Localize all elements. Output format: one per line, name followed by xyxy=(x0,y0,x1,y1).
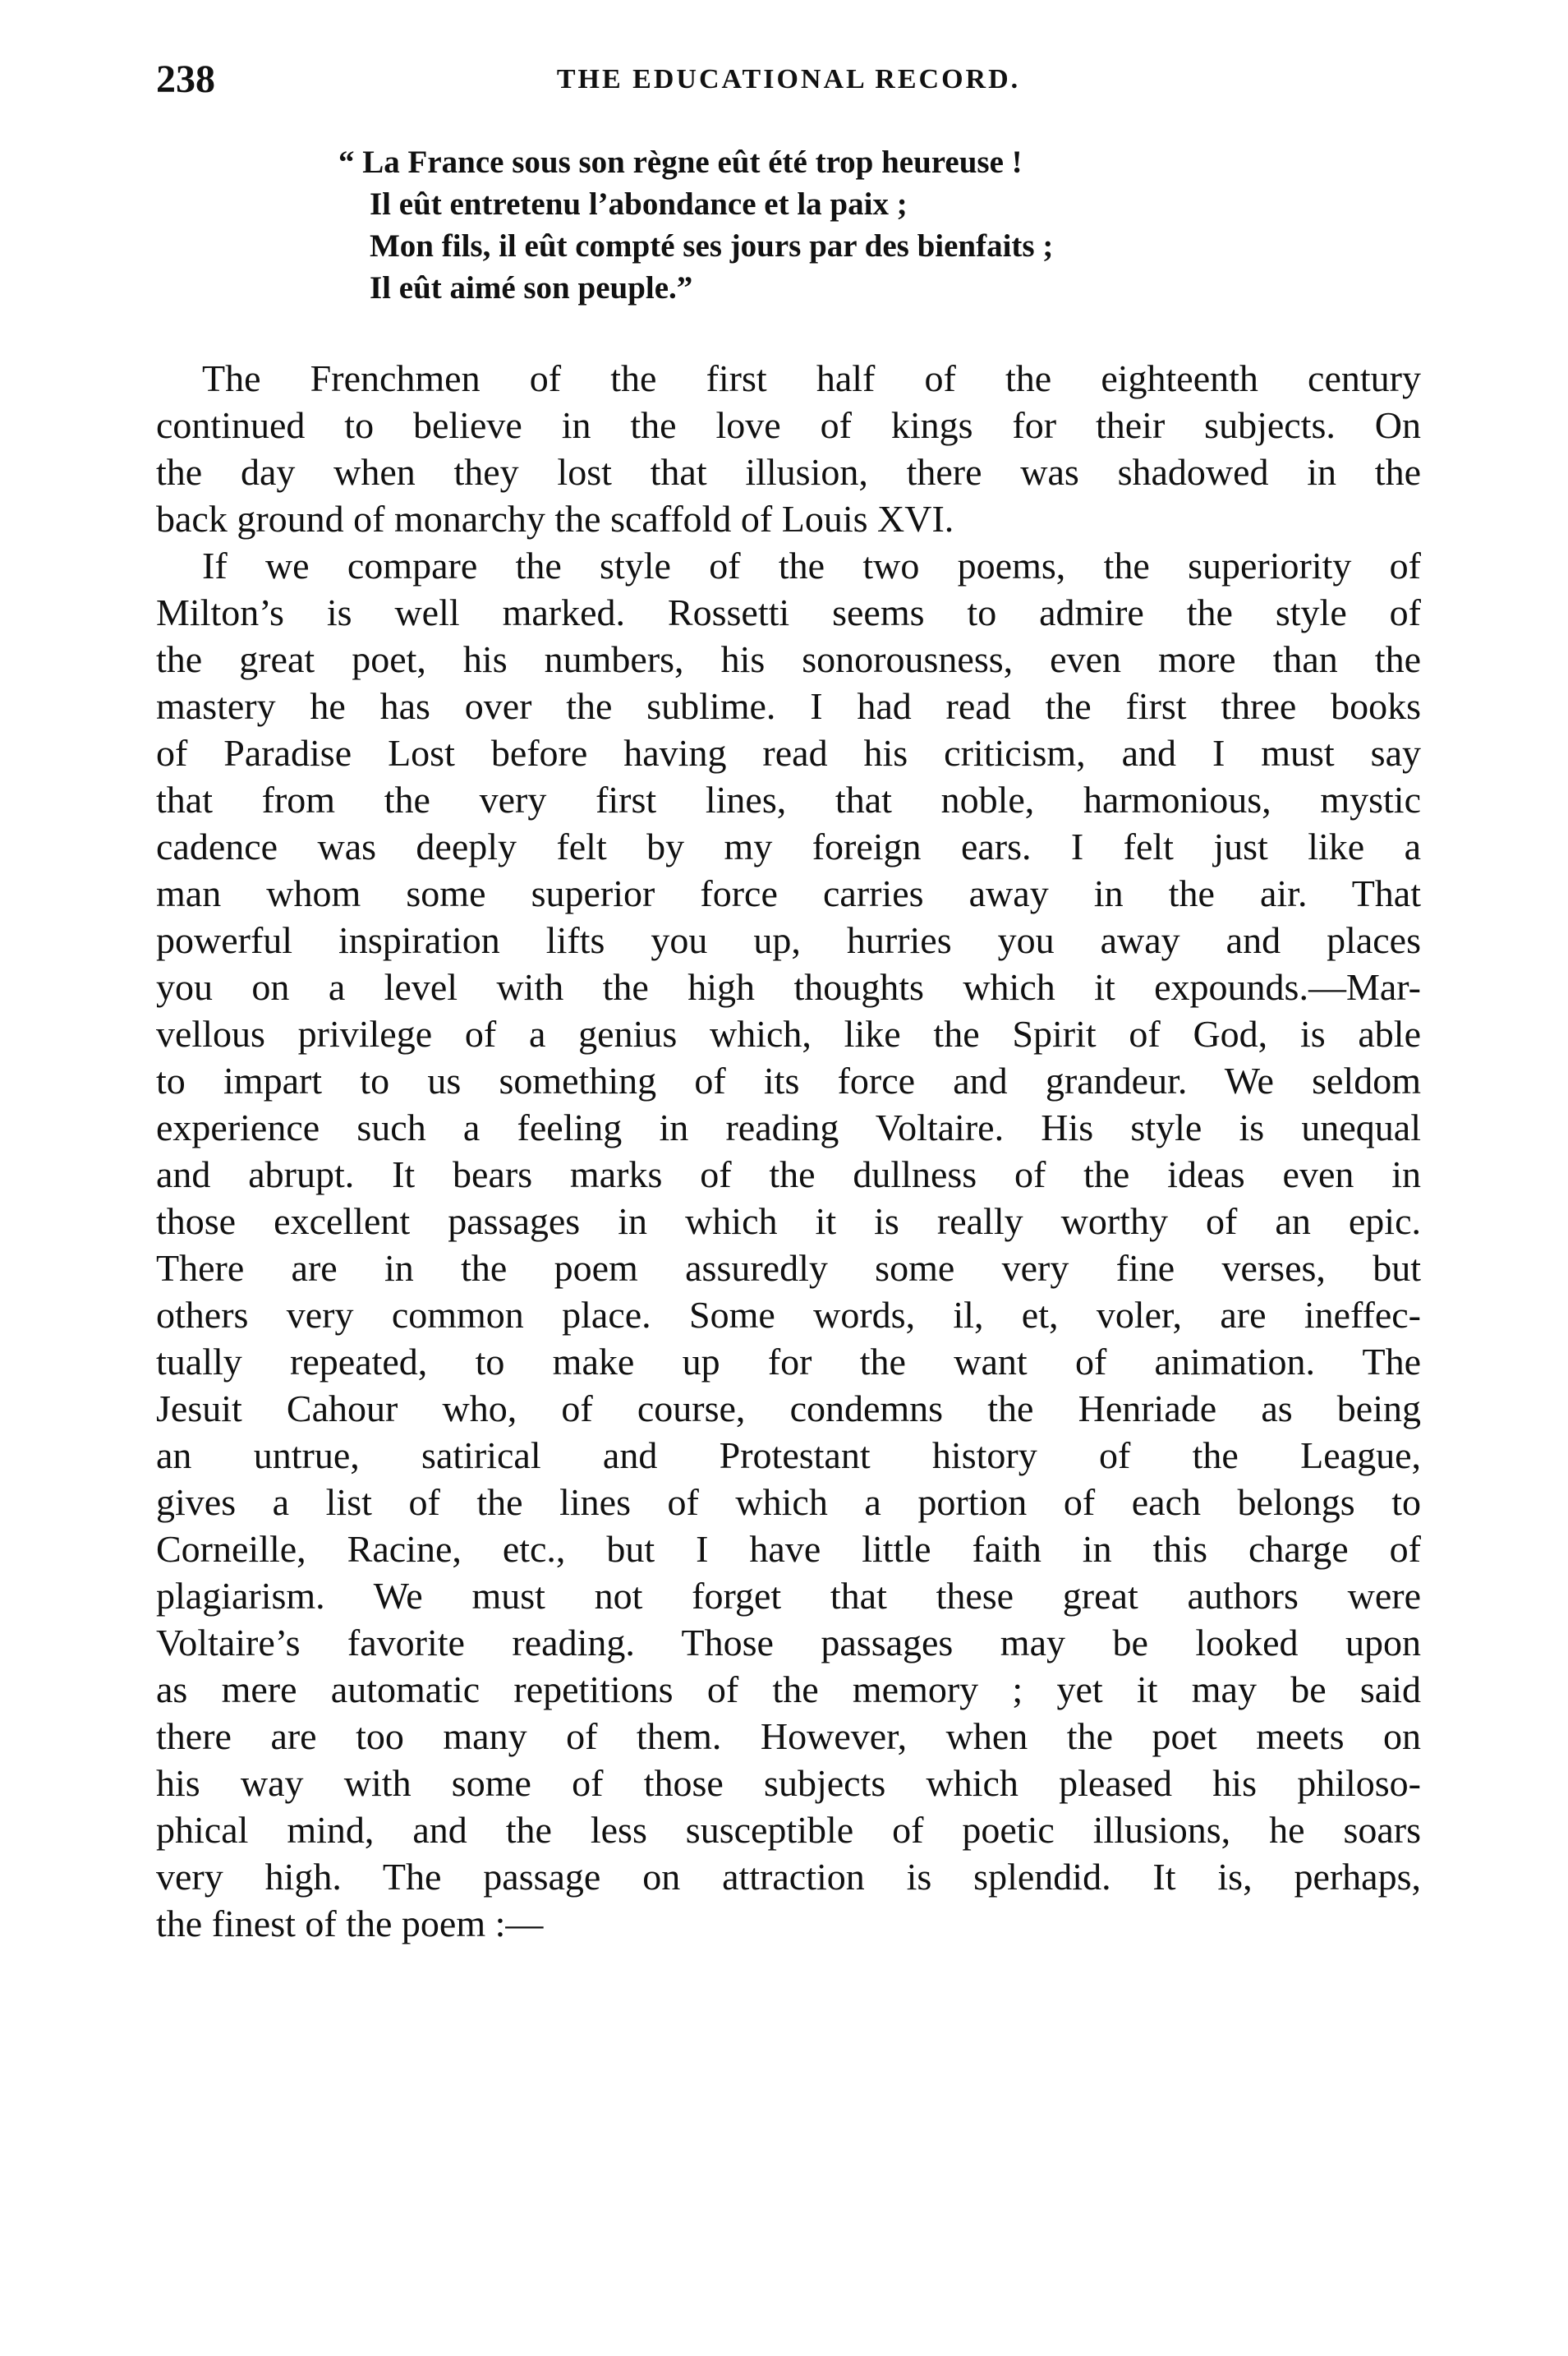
paragraph-frenchmen xyxy=(156,355,1421,542)
text-line: experience such a feeling in reading Voltaire. His style is unequal xyxy=(156,1107,1421,1148)
text-line: If we compare the style of the two poems, the superiority of xyxy=(202,545,1421,587)
text-line: and abrupt. It bears marks of the dullness of the ideas even in xyxy=(156,1153,1421,1195)
text-line: the finest of the poem :— xyxy=(156,1903,544,1944)
text-line: the great poet, his numbers, his sonorousness, even more than the xyxy=(156,638,1421,680)
text-line: Voltaire’s favorite reading. Those passages may be looked upon xyxy=(156,1622,1421,1663)
text-line: an untrue, satirical and Protestant history of the League, xyxy=(156,1434,1421,1476)
text-line: back ground of monarchy the scaffold of Louis XVI. xyxy=(156,498,954,540)
page-header xyxy=(156,51,1421,108)
text-line: to impart to us something of its force and grandeur. We seldom xyxy=(156,1060,1421,1102)
text-line: cadence was deeply felt by my foreign ears. I felt just like a xyxy=(156,826,1421,867)
text-line: mastery he has over the sublime. I had read the first three books xyxy=(156,685,1421,727)
page-number: 238 xyxy=(156,58,215,101)
text-line: Jesuit Cahour who, of course, condemns the Henriade as being xyxy=(156,1387,1421,1429)
text-line: There are in the poem assuredly some very fine verses, but xyxy=(156,1247,1421,1289)
quote-line: Mon fils, il eût compté ses jours par des bienfaits ; xyxy=(370,228,1054,264)
text-line: Milton’s is well marked. Rossetti seems to admire the style of xyxy=(156,591,1421,633)
text-line: there are too many of them. However, when the poet meets on xyxy=(156,1715,1421,1757)
text-line: continued to believe in the love of kings for their subjects. On xyxy=(156,404,1421,446)
text-line: his way with some of those subjects which pleased his philoso- xyxy=(156,1762,1421,1804)
quote-line: “ La France sous son règne eût été trop heureuse ! xyxy=(338,145,1023,180)
text-line: those excellent passages in which it is really worthy of an epic. xyxy=(156,1200,1421,1242)
text-line: powerful inspiration lifts you up, hurries you away and places xyxy=(156,919,1421,961)
text-line: that from the very first lines, that noble, harmonious, mystic xyxy=(156,779,1421,821)
text-line: phical mind, and the less susceptible of poetic illusions, he soars xyxy=(156,1809,1421,1851)
text-line: man whom some superior force carries away in the air. That xyxy=(156,872,1421,914)
body-text xyxy=(156,355,1421,1947)
text-line: as mere automatic repetitions of the memory ; yet it may be said xyxy=(156,1668,1421,1710)
text-line: vellous privilege of a genius which, like the Spirit of God, is able xyxy=(156,1013,1421,1055)
text-line: The Frenchmen of the first half of the eighteenth century xyxy=(202,357,1421,399)
text-line: gives a list of the lines of which a portion of each belongs to xyxy=(156,1481,1421,1523)
text-line: others very common place. Some words, il, et, voler, are ineffec- xyxy=(156,1294,1421,1336)
paragraph-style-comparison xyxy=(156,542,1421,1947)
quote-line: Il eût entretenu l’abondance et la paix ; xyxy=(370,186,908,222)
text-line: plagiarism. We must not forget that these great authors were xyxy=(156,1575,1421,1617)
text-line: you on a level with the high thoughts which it expounds.—Mar- xyxy=(156,966,1421,1008)
text-line: of Paradise Lost before having read his criticism, and I must say xyxy=(156,732,1421,774)
text-line: the day when they lost that illusion, there was shadowed in the xyxy=(156,451,1421,493)
french-verse-quote xyxy=(338,141,1324,309)
text-line: tually repeated, to make up for the want of animation. The xyxy=(156,1341,1421,1383)
text-line: Corneille, Racine, etc., but I have little faith in this charge of xyxy=(156,1528,1421,1570)
text-line: very high. The passage on attraction is splendid. It is, perhaps, xyxy=(156,1856,1421,1898)
quote-line: Il eût aimé son peuple.” xyxy=(370,270,693,306)
running-head: THE EDUCATIONAL RECORD. xyxy=(556,64,1021,94)
